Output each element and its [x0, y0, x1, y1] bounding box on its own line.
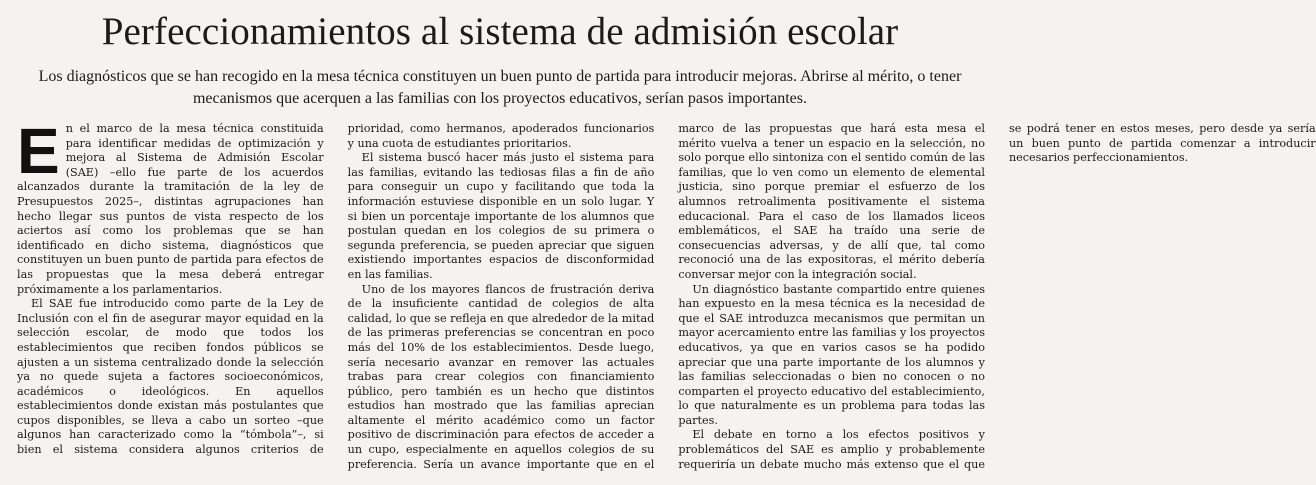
paragraph: El sistema buscó hacer más justo el sistema para las familias, evitando las tediosas filas a fin de año para conseguir un cupo y facilitando que toda la información estuviese disponible en un solo lugar. Y si bien un porcentaje importante de los alumnos que postulan quedan en los colegios de su primera o segunda preferencia, se pueden apreciar que siguen existiendo importantes espacios de disconformidad en las familias.: [347, 151, 655, 281]
article-body: [17, 115, 1316, 482]
paragraph: [17, 115, 324, 297]
paragraph: Un diagnóstico bastante compartido entre quienes han expuesto en la mesa técnica es la necesidad de que el SAE introduzca mecanismos que permitan un mayor acercamiento entre las familias y los proyectos educativos, ya que en varios casos se ha podido apreciar que una parte importante de los alumnos y las familias seleccionadas o bien no conocen o no comparten el proyecto educativo del establecimiento, lo que naturalmente es un problema para todas las partes.: [678, 282, 985, 427]
paragraph-text: n el marco de la mesa técnica constituida para identificar medidas de optimización y mejora al Sistema de Admisión Escolar (SAE) –ello fue parte de los acuerdos alcanzados durante la tramitación de la ley de Presupuestos 2025–, distintas agrupaciones han hecho llegar sus puntos de vista respecto de los aciertos así como los problemas que se han identificado en dicho sistema, diagnósticos que constituyen un buen punto de partida para efectos de las propuestas que la mesa deberá entregar próximamente a los parlamentarios.: [17, 122, 324, 296]
paragraph: El SAE fue introducido como parte de la Ley de Inclusión con el fin de asegurar mayor equidad en la selección escolar, de modo que todos los establecimientos que reciben fondos públicos se ajusten a un sistema centralizado donde la selección ya no quede sujeta a factores socioeconómicos, académicos o ideológicos. En aquellos establecimientos donde existan más postulantes que cupos disponibles, se lleva a cabo un sorteo –que algunos han caracterizado como la “tómbola”–, si bien el sistema considera algunos criterios de prioridad, como hermanos, apoderados funcionarios y una cuota de estudiantes prioritarios.: [17, 122, 655, 457]
paragraph: Uno de los mayores flancos de frustración deriva de la insuficiente cantidad de colegios de alta calidad, lo que se refleja en que alrededor de la mitad de las primeras preferencias se concentran en poco más del 10% de los establecimientos. Desde luego, sería necesario avanzar en remover las actuales trabas para crear colegios con financiamiento público, pero también es un hecho que distintos estudios han mostrado que las familias aprecian altamente el mérito académico como un factor positivo de discriminación para efectos de acceder a un cupo, especialmente en aquellos colegios de su preferencia. Sería un avance importante que en el marco de las propuestas que hará esta mesa el mérito vuelva a tener un espacio en la selección, no solo porque ello sintoniza con el sentido común de las familias, que lo ven como un elemento de elemental justicia, sino porque premiar el esfuerzo de los alumnos retroalimenta positivamente el sistema educacional. Para el caso de los llamados liceos emblemáticos, el SAE ha traído una serie de consecuencias adversas, y de allí que, tal como reconoció una de las expositoras, el mérito debería conversar mejor con la integración social.: [347, 122, 985, 471]
headline: Perfeccionamientos al sistema de admisión escolar: [101, 10, 899, 53]
lede: Los diagnósticos que se han recogido en la mesa técnica constituyen un buen punto de partida para introducir mejoras. Abrirse al mérito, o tener mecanismos que acerquen a las familias con los proyectos educativos, serían pasos importantes.: [38, 68, 962, 107]
paragraph: El debate en torno a los efectos positivos y problemáticos del SAE es amplio y probablemente requeriría un debate mucho más extenso que el que se podrá tener en estos meses, pero desde ya sería un buen punto de partida comenzar a introducir necesarios perfeccionamientos.: [678, 122, 1316, 471]
drop-cap: E: [17, 115, 60, 187]
